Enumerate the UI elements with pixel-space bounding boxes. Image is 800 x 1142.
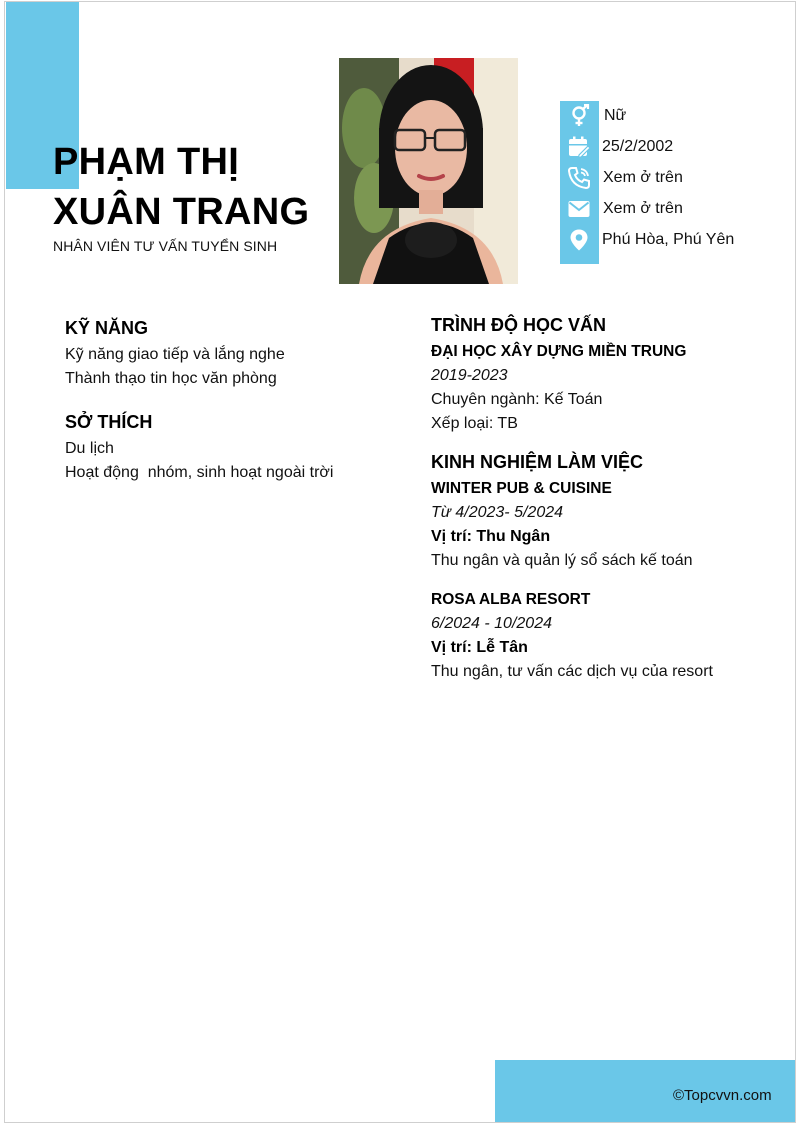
name-line-1: PHẠM THỊ xyxy=(53,141,240,183)
skills-title: KỸ NĂNG xyxy=(65,318,149,338)
address-value: Phú Hòa, Phú Yên xyxy=(602,231,735,248)
school-name: ĐẠI HỌC XÂY DỰNG MIỀN TRUNG xyxy=(431,343,687,360)
cv-page xyxy=(4,1,796,1123)
gender-value: Nữ xyxy=(604,107,627,124)
gender-icon xyxy=(565,102,593,130)
profile-photo xyxy=(339,58,518,284)
birthday-value: 25/2/2002 xyxy=(602,138,674,155)
candidate-name xyxy=(53,137,309,237)
skill-item: Kỹ năng giao tiếp và lắng nghe xyxy=(65,346,285,363)
location-icon xyxy=(565,226,593,254)
email-icon xyxy=(565,195,593,223)
education-grade: Xếp loại: TB xyxy=(431,415,518,432)
name-line-2: XUÂN TRANG xyxy=(53,191,310,233)
job-company: ROSA ALBA RESORT xyxy=(431,591,591,608)
job-company: WINTER PUB & CUISINE xyxy=(431,480,612,497)
hobbies-title: SỞ THÍCH xyxy=(65,412,153,432)
email-value: Xem ở trên xyxy=(603,200,683,217)
hobby-item: Hoạt động nhóm, sinh hoạt ngoài trời xyxy=(65,464,334,481)
calendar-icon xyxy=(565,133,593,161)
job-description: Thu ngân, tư vấn các dịch vụ của resort xyxy=(431,663,713,680)
job-period: 6/2024 - 10/2024 xyxy=(431,615,552,632)
hobby-item: Du lịch xyxy=(65,440,114,457)
skill-item: Thành thạo tin học văn phòng xyxy=(65,370,277,387)
job-description: Thu ngân và quản lý sổ sách kế toán xyxy=(431,552,693,569)
job-role: Vị trí: Lễ Tân xyxy=(431,639,528,656)
education-title: TRÌNH ĐỘ HỌC VẤN xyxy=(431,315,606,335)
phone-icon xyxy=(565,164,593,192)
job-position: NHÂN VIÊN TƯ VẤN TUYỂN SINH xyxy=(53,238,278,254)
education-major: Chuyên ngành: Kế Toán xyxy=(431,391,603,408)
experience-title: KINH NGHIỆM LÀM VIỆC xyxy=(431,452,644,472)
phone-value: Xem ở trên xyxy=(603,169,683,186)
education-period: 2019-2023 xyxy=(431,367,508,384)
footer-credit: ©Topcvvn.com xyxy=(673,1087,772,1104)
job-period: Từ 4/2023- 5/2024 xyxy=(431,504,564,521)
job-role: Vị trí: Thu Ngân xyxy=(431,528,551,545)
